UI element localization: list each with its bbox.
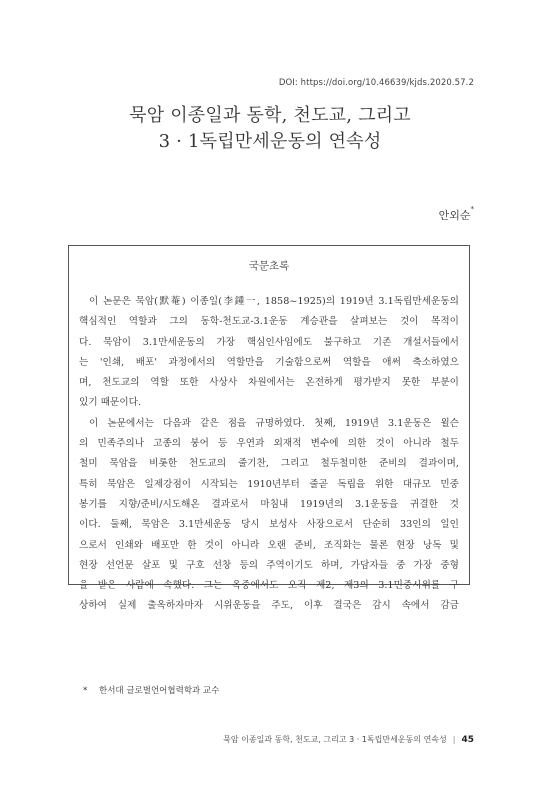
abstract-line: 다. 묵암이 3.1만세운동의 가장 핵심인사임에도 불구하고 기존 개설서들에서 — [79, 336, 459, 348]
doi-text[interactable]: DOI: https://doi.org/10.46639/kjds.2020.57.2 — [278, 78, 474, 88]
footnote-mark: * — [83, 686, 88, 696]
abstract-line: 는 '인쇄, 배포' 과정에서의 역할만을 기술함으로써 역할을 애써 축소하였으 — [79, 356, 459, 368]
title-line-2: 3 · 1독립만세운동의 연속성 — [158, 131, 382, 152]
abstract-line: 을 받은 사람에 속했다. 그는 옥중에서도 오직 제2, 제3의 3.1민중시위를 구 — [79, 580, 459, 592]
abstract-line: 이다. 둘째, 묵암은 3.1만세운동 당시 보성사 사장으로서 단순히 33인의 일인 — [79, 519, 459, 531]
abstract-body — [79, 292, 459, 617]
title-line-1: 묵암 이종일과 동학, 천도교, 그리고 — [129, 105, 411, 126]
author-name: 안외순 — [438, 209, 471, 222]
abstract-line: 며, 천도교의 역할 또한 사상사 차원에서는 온전하게 평가받지 못한 부분이 — [79, 377, 459, 389]
footnote-text: 한서대 글로벌언어협력학과 교수 — [99, 686, 220, 696]
author — [439, 207, 474, 223]
abstract-box — [68, 245, 470, 612]
abstract-line: 있기 때문이다. — [79, 397, 142, 409]
abstract-line: 현장 선언문 살포 및 구호 선창 등의 주역이기도 하며, 가담자들 중 가장 중형 — [79, 559, 459, 571]
abstract-line: 철미 묵암을 비롯한 천도교의 줄기찬, 그리고 철두철미한 준비의 결과이며, — [79, 458, 459, 470]
abstract-line: 상하여 실제 출옥하자마자 시위운동을 주도, 이후 결국은 감시 속에서 감금 — [79, 600, 459, 612]
footer-separator: | — [452, 735, 456, 744]
abstract-line: 이 논문은 묵암(默菴) 이종일(李鍾一, 1858~1925)의 1919년 3.1독립만세운동의 — [89, 296, 459, 307]
abstract-heading: 국문초록 — [248, 260, 290, 272]
abstract-line: 핵심적인 역할과 그의 동학-천도교-3.1운동 계승관을 살펴보는 것이 목적이 — [79, 316, 459, 328]
running-title: 묵암 이종일과 동학, 천도교, 그리고 3 · 1독립만세운동의 연속성 — [223, 735, 447, 744]
abstract-line: 으로서 인쇄와 배포만 한 것이 아니라 오랜 준비, 조직화는 물론 현장 낭독 및 — [79, 539, 459, 551]
abstract-line: 특히 묵암은 일제강점이 시작되는 1910년부터 줄곧 독립을 위한 대규모 민중 — [79, 478, 459, 490]
footnote — [83, 684, 219, 696]
abstract-line: 봉기를 지향/준비/시도해온 결과로서 마침내 1919년의 3.1운동을 귀결한 것 — [79, 498, 459, 510]
running-footer — [223, 734, 474, 745]
page-number: 45 — [461, 734, 474, 745]
page-title — [0, 103, 540, 155]
author-footnote-mark: * — [470, 205, 474, 213]
abstract-line: 의 민족주의나 고종의 붕어 등 우연과 외재적 변수에 의한 것이 아니라 철두 — [79, 438, 459, 450]
abstract-line: 이 논문에서는 다음과 같은 점을 규명하였다. 첫째, 1919년 3.1운동은 윌슨 — [89, 417, 459, 429]
